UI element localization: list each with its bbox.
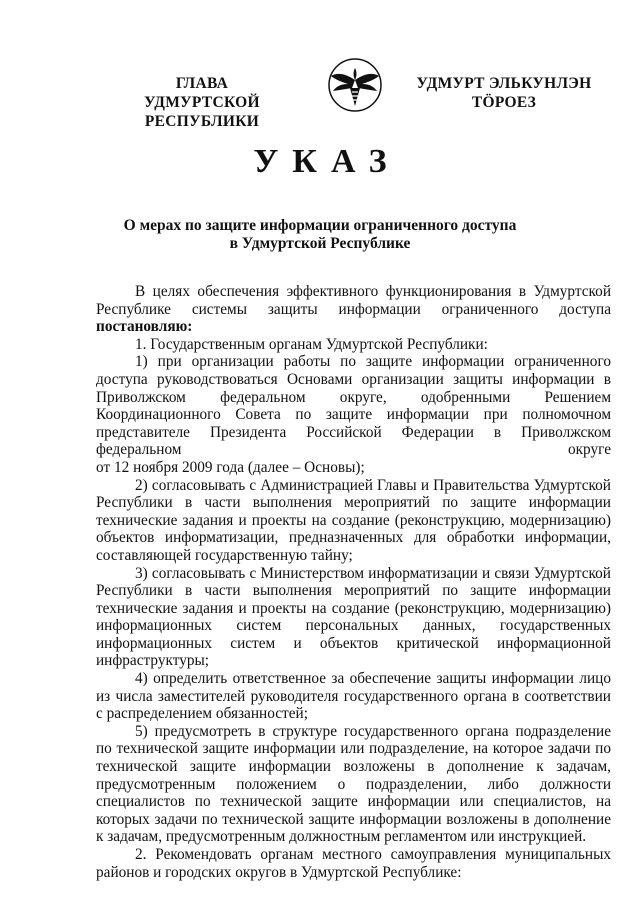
clause-1-4: 4) определить ответственное за обеспечение защиты информации лицо из числа заместителей руководителя государственного органа в соответствии с распределением обязанностей; [96, 670, 611, 723]
issuer-russian-line1: ГЛАВА [175, 75, 229, 92]
document-type-title: УКАЗ [253, 143, 401, 180]
intro-line-2: Республике системы защиты информации ограниченного доступа [96, 300, 611, 318]
decree-subject-line1: О мерах по защите информации ограниченного доступа [123, 217, 517, 234]
decree-word: постановляю: [96, 318, 193, 336]
clause-1-1-end: от 12 ноября 2009 года (далее – Основы); [96, 458, 365, 476]
clause-1-2: 2) согласовывать с Администрацией Главы и Правительства Удмуртской Республики в части выполнения мероприятий по защите информации технические задания и проекты на создание (реконструкцию, модернизацию) объектов информатизации, предназначенных для обработки информации, составляющей государственную тайну; [96, 476, 611, 564]
issuer-russian-line2: УДМУРТСКОЙ РЕСПУБЛИКИ [144, 94, 260, 130]
decree-body [96, 283, 611, 881]
clause-2: 2. Рекомендовать органам местного самоуправления муниципальных районов и городских округов в Удмуртской Республике: [96, 846, 611, 881]
clause-1: 1. Государственным органам Удмуртской Республики: [135, 335, 488, 353]
clause-1-1: 1) при организации работы по защите информации ограниченного доступа руководствоваться Основами организации защиты информации в Приволжском федеральном округе, одобренными Решением Координационного Совета по защите информации при полномочном представителе Президента Российской Федерации в Приволжском федеральном округе [96, 353, 611, 459]
issuer-udmurt [404, 74, 604, 112]
issuer-udmurt-line1: УДМУРТ ЭЛЬКУНЛЭН [416, 75, 592, 92]
coat-of-arms-icon [326, 58, 384, 112]
intro-line-1: В целях обеспечения эффективного функционирования в Удмуртской [135, 283, 611, 300]
clause-1-3: 3) согласовывать с Министерством информатизации и связи Удмуртской Республики в части выполнения мероприятий по защите информации технические задания и проекты на создание (реконструкцию, модернизацию) информационных систем персональных данных, государственных информационных систем и объектов критической информационной инфраструктуры; [96, 564, 611, 670]
clause-1-5: 5) предусмотреть в структуре государственного органа подразделение по технической защите информации или подразделение, на которое задачи по технической защите информации возложены в дополнение к задачам, предусмотренным положением о подразделении, либо должности специалистов по технической защите информации или специалистов, на которых задачи по технической защите информации возложены в дополнение к задачам, предусмотренным должностным регламентом или инструкцией. [96, 722, 611, 846]
issuer-udmurt-line2: ТӦРОЕЗ [471, 94, 537, 111]
issuer-russian [92, 74, 312, 131]
decree-subject [80, 217, 560, 253]
decree-subject-line2: в Удмуртской Республике [229, 235, 411, 252]
